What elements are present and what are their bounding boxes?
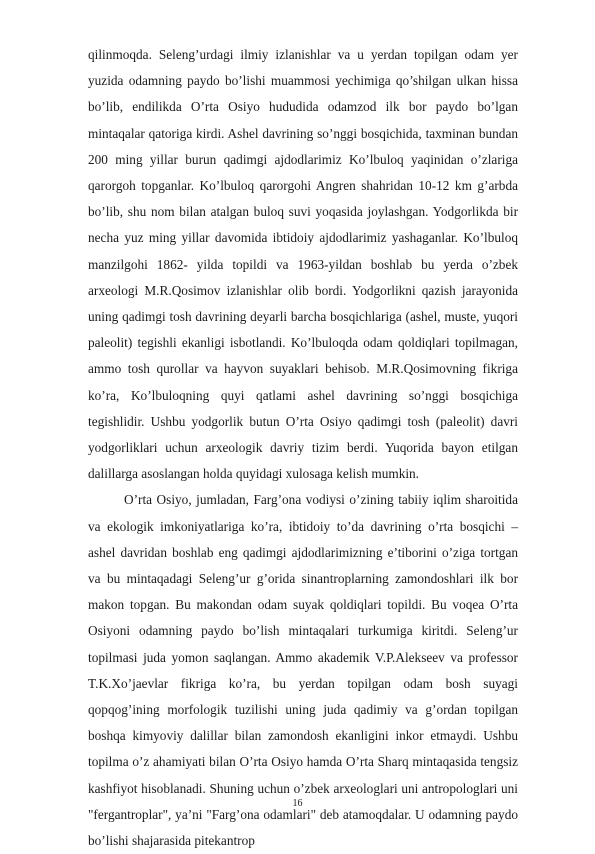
page-number: 16 [292, 798, 303, 809]
paragraph-1: qilinmoqda. Seleng’urdagi ilmiy izlanishlar va u yerdan topilgan odam yer yuzida odamning paydo bo’lishi muammosi yechimiga qo’shilgan ulkan hissa bo’lib, endilikda O’rta Osiyo hududida odamzod ilk bor paydo bo’lgan mintaqalar qatoriga kirdi. Ashel davrining so’nggi bosqichida, taxminan bundan 200 ming yillar burun qadimgi ajdodlarimiz Ko’lbuloq yaqinidan o’zlariga qarorgoh topganlar. Ko’lbuloq qarorgohi Angren shahridan 10-12 km g’arbda bo’lib, shu nom bilan atalgan buloq suvi yoqasida joylashgan. Yodgorlikda bir necha yuz ming yillar davomida ibtidoiy ajdodlarimiz yashaganlar. Ko’lbuloq manzilgohi 1862- yilda topildi va 1963-yildan boshlab bu yerda o’zbek arxeologi M.R.Qosimov izlanishlar olib bordi. Yodgorlikni qazish jarayonida uning qadimgi tosh davrining deyarli barcha bosqichlariga (ashel, muste, yuqori paleolit) tegishli ekanligi isbotlandi. Ko’lbuloqda odam qoldiqlari topilmagan, ammo tosh qurollar va hayvon suyaklari behisob. M.R.Qosimovning fikriga ko’ra, Ko’lbuloqning quyi qatlami ashel davrining so’nggi bosqichiga tegishlidir. Ushbu yodgorlik butun O’rta Osiyo qadimgi tosh (paleolit) davri yodgorliklari uchun arxeologik davriy tizim berdi. Yuqorida bayon etilgan dalillarga asoslangan holda quyidagi xulosaga kelish mumkin. [88, 47, 518, 482]
paragraph-2: O’rta Osiyo, jumladan, Farg’ona vodiysi o’zining tabiiy iqlim sharoitida va ekologik imkoniyatlariga ko’ra, ibtidoiy to’da davrining o’rta bosqichi – ashel davridan boshlab eng qadimgi ajdodlarimizning e’tiborini o’ziga tortgan va bu mintaqadagi Seleng’ur g’orida sinantroplarning zamondoshlari ilk bor makon topgan. Bu makondan odam suyak qoldiqlari topildi. Bu voqea O’rta Osiyoni odamning paydo bo’lish mintaqalari turkumiga kiritdi. Seleng’ur topilmasi juda yomon saqlangan. Ammo akademik V.P.Alekseev va professor T.K.Xo’jaevlar fikriga ko’ra, bu yerdan topilgan odam bosh suyagi qopqog’ining morfologik tuzilishi uning juda qadimiy va g’ordan topilgan boshqa kimyoviy dalillar bilan zamondosh ekanligini inkor etmaydi. Ushbu topilma o’z ahamiyati bilan O’rta Osiyo hamda O’rta Sharq mintaqasida tengsiz kashfiyot hisoblanadi. Shuning uchun o’zbek arxeologlari uni antropologlari uni "fergantroplar", ya’ni "Farg’ona odamlari" deb atamoqdalar. U odamning paydo bo’lishi shajarasida pitekantrop [88, 492, 518, 849]
document-body [88, 42, 518, 854]
